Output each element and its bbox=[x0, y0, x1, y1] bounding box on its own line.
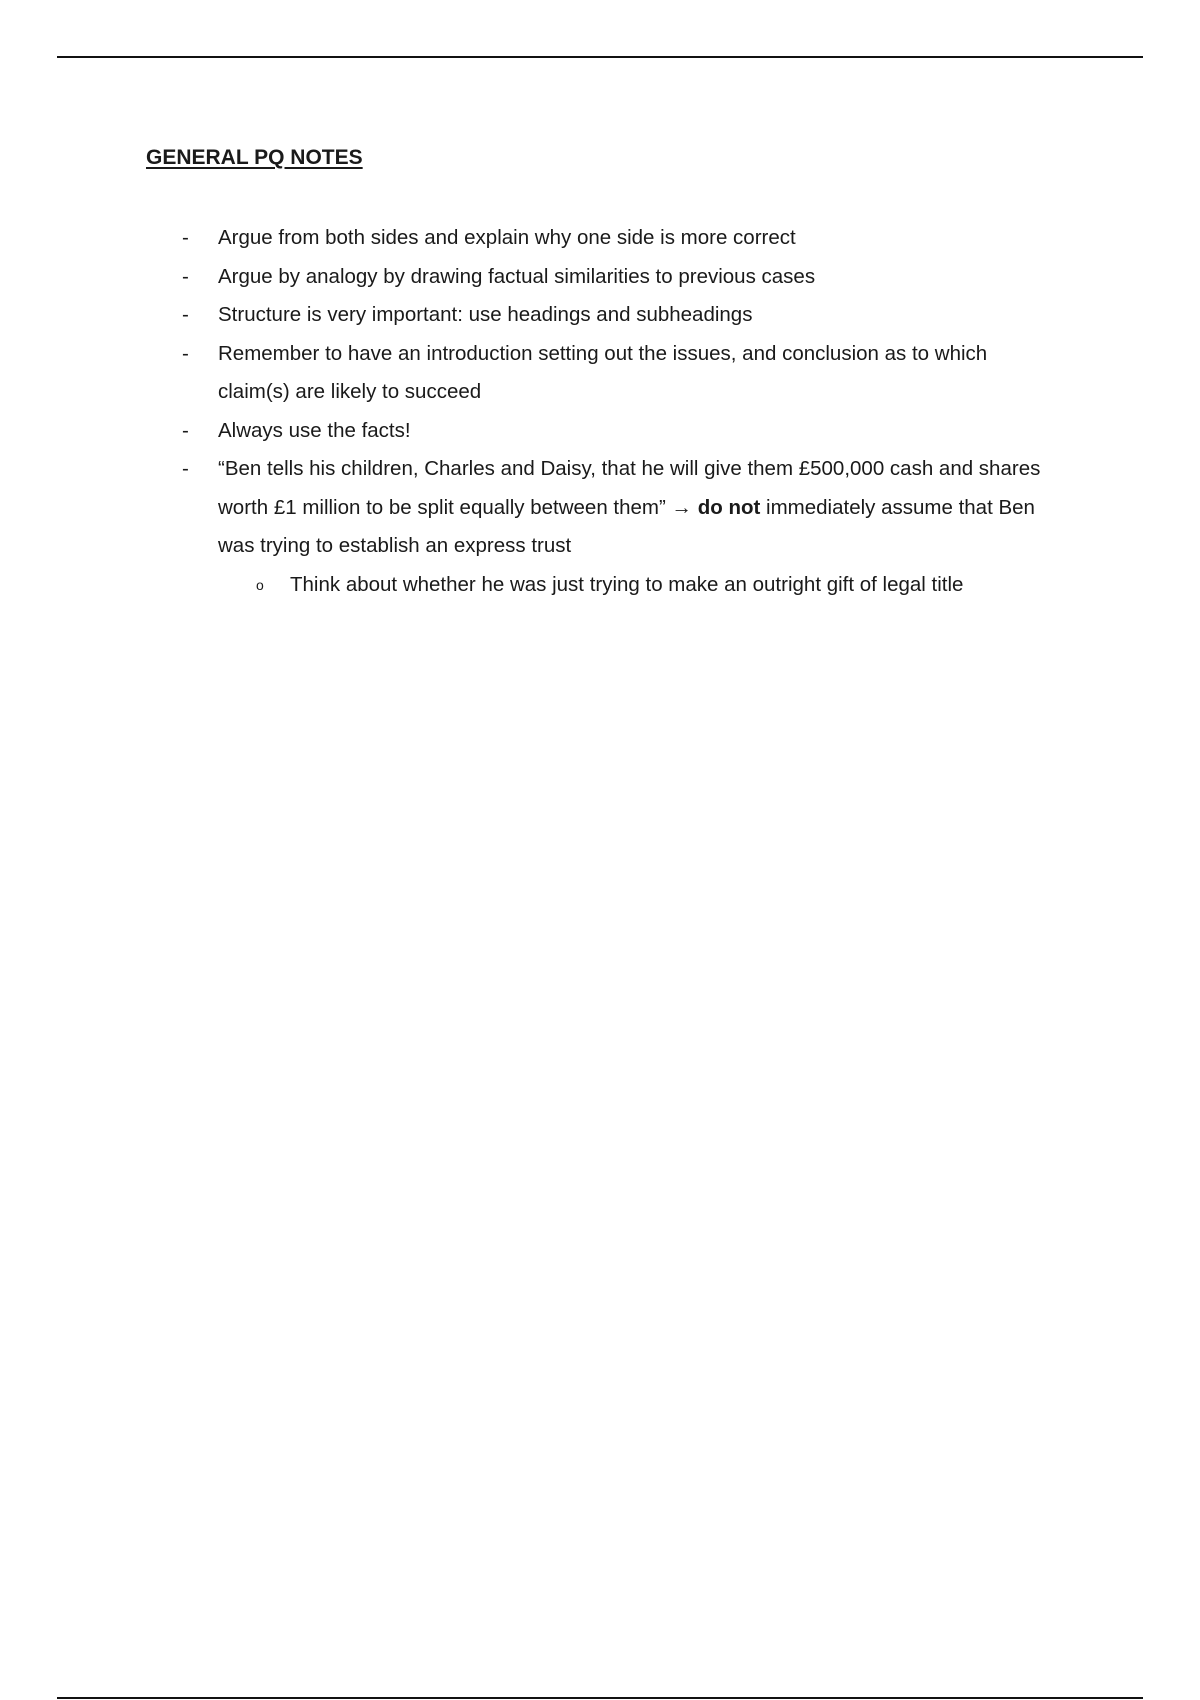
sub-list-item-text: Think about whether he was just trying to make an outright gift of legal title bbox=[290, 572, 964, 596]
list-item-text: Argue by analogy by drawing factual similarities to previous cases bbox=[218, 264, 816, 288]
list-item-text: Structure is very important: use headings and subheadings bbox=[218, 303, 753, 326]
circle-bullet-icon: o bbox=[256, 576, 264, 593]
dash-bullet-icon: - bbox=[182, 264, 189, 288]
dash-bullet-icon: - bbox=[182, 341, 189, 365]
list-item bbox=[0, 296, 1200, 335]
list-item-text bbox=[218, 450, 1058, 566]
header-rule bbox=[57, 56, 1143, 58]
list-item bbox=[0, 450, 1200, 566]
list-item-text: Argue from both sides and explain why one side is more correct bbox=[218, 226, 796, 249]
notes-heading: GENERAL PQ NOTES bbox=[146, 146, 363, 169]
trailing-text: immediately assume that Ben was trying to establish an express trust bbox=[218, 495, 1035, 557]
list-item-text: Remember to have an introduction setting out the issues, and conclusion as to which claim(s) are likely to succeed bbox=[218, 341, 988, 403]
notes-list bbox=[0, 219, 1200, 604]
dash-bullet-icon: - bbox=[182, 418, 189, 442]
list-item bbox=[0, 258, 1200, 297]
list-item bbox=[0, 412, 1200, 451]
sub-list-item bbox=[0, 566, 1200, 605]
list-item-text: Always use the facts! bbox=[218, 418, 411, 442]
dash-bullet-icon: - bbox=[182, 457, 189, 480]
emphasis-text: do not bbox=[697, 495, 761, 519]
quote-text: “Ben tells his children, Charles and Daisy, that he will give them £500,000 cash and shares worth £1 million to be split equally between them” bbox=[218, 457, 1041, 519]
dash-bullet-icon: - bbox=[182, 226, 189, 249]
dash-bullet-icon: - bbox=[182, 303, 189, 326]
list-item bbox=[0, 335, 1200, 412]
right-arrow-icon: → bbox=[671, 495, 693, 519]
footer-rule bbox=[57, 1697, 1143, 1699]
list-item bbox=[0, 219, 1200, 258]
